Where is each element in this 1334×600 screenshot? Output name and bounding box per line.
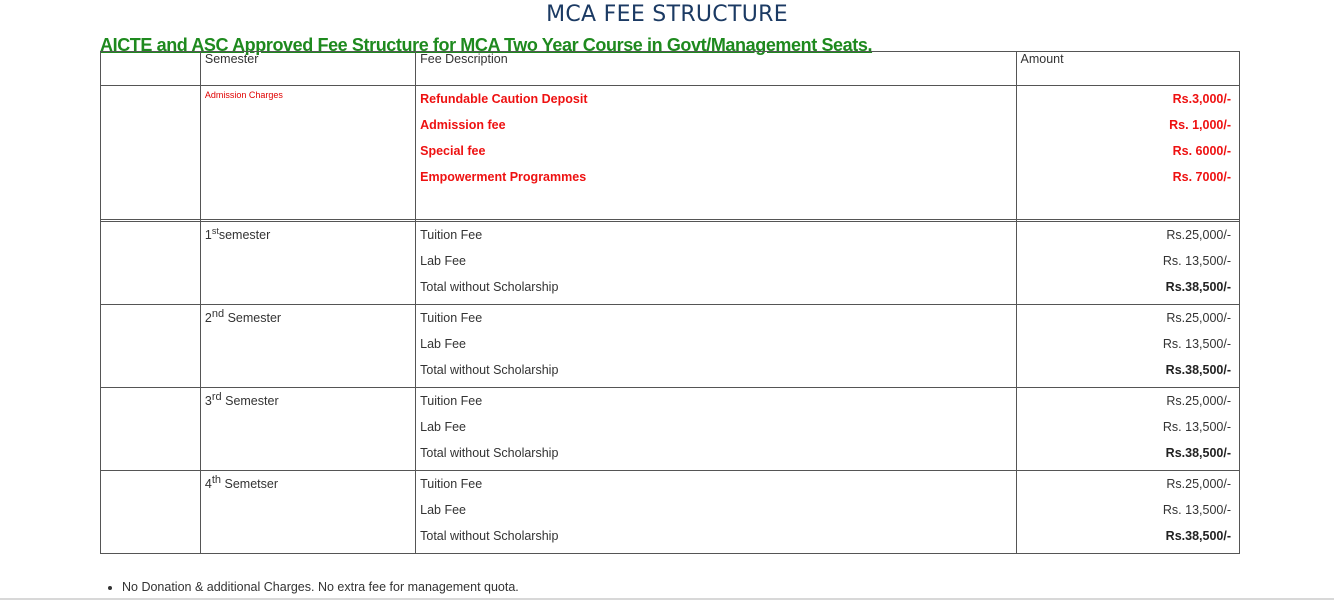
- fee-amount: Rs. 13,500/-: [1162, 254, 1231, 268]
- fee-total-amount: Rs.38,500/-: [1165, 280, 1231, 294]
- admission-amounts: [1016, 86, 1239, 220]
- note-item: • No Donation & additional Charges. No extra fee for management quota.: [122, 580, 519, 594]
- admission-descriptions: [416, 86, 1016, 220]
- semester-amounts: [1016, 388, 1239, 471]
- admission-item-description: Special fee: [420, 144, 486, 158]
- table-header-row: [101, 52, 1240, 86]
- fee-amount: Rs.25,000/-: [1166, 477, 1231, 491]
- admission-item-description: Admission fee: [420, 118, 506, 132]
- fee-description: Total without Scholarship: [420, 446, 559, 460]
- semester-name: [200, 305, 415, 388]
- fee-description: Total without Scholarship: [420, 280, 559, 294]
- fee-total-amount: Rs.38,500/-: [1165, 529, 1231, 543]
- semester-name: [200, 388, 415, 471]
- admission-item-amount: Rs. 7000/-: [1172, 170, 1231, 184]
- semester-number: 3: [204, 394, 212, 409]
- semester-amounts: [1016, 222, 1239, 305]
- semester-row-1: [101, 222, 1240, 305]
- semester-label: semester: [218, 228, 271, 243]
- header-semester: Semester: [200, 52, 415, 86]
- fee-amount: Rs. 13,500/-: [1162, 337, 1231, 351]
- empty-cell: [101, 305, 201, 388]
- semester-row-4: [101, 471, 1240, 554]
- semester-label: Semetser: [224, 477, 279, 492]
- page-title: MCA FEE STRUCTURE: [546, 2, 788, 27]
- fee-amount: Rs. 13,500/-: [1162, 420, 1231, 434]
- admission-charges-label: Admission Charges: [204, 90, 283, 100]
- fee-description: Total without Scholarship: [420, 363, 559, 377]
- fee-total-amount: Rs.38,500/-: [1165, 363, 1231, 377]
- semester-label: Semester: [225, 394, 279, 409]
- fee-total-amount: Rs.38,500/-: [1165, 446, 1231, 460]
- admission-item-amount: Rs.3,000/-: [1172, 92, 1231, 106]
- semester-name: [200, 471, 415, 554]
- fee-amount: Rs.25,000/-: [1166, 394, 1231, 408]
- semester-amounts: [1016, 471, 1239, 554]
- admission-charges-row: [101, 86, 1240, 220]
- fee-description: Tuition Fee: [420, 477, 483, 491]
- header-fee-description: Fee Description: [416, 52, 1016, 86]
- semester-descriptions: [416, 305, 1016, 388]
- fee-table: [100, 51, 1240, 554]
- semester-row-2: [101, 305, 1240, 388]
- fee-description: Total without Scholarship: [420, 529, 559, 543]
- empty-cell: [101, 471, 201, 554]
- fee-description: Lab Fee: [420, 254, 466, 268]
- semester-ordinal-suffix: nd: [211, 308, 225, 320]
- semester-descriptions: [416, 471, 1016, 554]
- semester-number: 4: [204, 477, 212, 492]
- semester-ordinal-suffix: rd: [211, 391, 222, 403]
- fee-description: Lab Fee: [420, 503, 466, 517]
- fee-description: Tuition Fee: [420, 311, 483, 325]
- fee-description: Lab Fee: [420, 420, 466, 434]
- admission-item-amount: Rs. 1,000/-: [1169, 118, 1231, 132]
- fee-description: Tuition Fee: [420, 394, 483, 408]
- semester-ordinal-suffix: th: [211, 474, 222, 486]
- fee-description: Lab Fee: [420, 337, 466, 351]
- notes-list: [122, 580, 519, 594]
- fee-amount: Rs. 13,500/-: [1162, 503, 1231, 517]
- admission-item-description: Empowerment Programmes: [420, 170, 587, 184]
- fee-amount: Rs.25,000/-: [1166, 228, 1231, 242]
- semester-ordinal-suffix: st: [211, 226, 219, 236]
- empty-cell: [101, 222, 201, 305]
- semester-name: [200, 222, 415, 305]
- fee-structure-subtitle: AICTE and ASC Approved Fee Structure for MCA Two Year Course in Govt/Management Seats.: [100, 35, 873, 55]
- header-empty-cell: [101, 52, 201, 86]
- semester-descriptions: [416, 388, 1016, 471]
- fee-amount: Rs.25,000/-: [1166, 311, 1231, 325]
- semester-number: 1: [204, 228, 212, 243]
- empty-cell: [101, 86, 201, 220]
- admission-item-description: Refundable Caution Deposit: [420, 92, 588, 106]
- semester-descriptions: [416, 222, 1016, 305]
- header-amount: Amount: [1016, 52, 1239, 86]
- empty-cell: [101, 388, 201, 471]
- semester-number: 2: [204, 311, 212, 326]
- semester-row-3: [101, 388, 1240, 471]
- admission-item-amount: Rs. 6000/-: [1172, 144, 1231, 158]
- semester-amounts: [1016, 305, 1239, 388]
- semester-label: Semester: [227, 311, 282, 326]
- admission-charges-label-cell: [200, 86, 415, 220]
- fee-description: Tuition Fee: [420, 228, 483, 242]
